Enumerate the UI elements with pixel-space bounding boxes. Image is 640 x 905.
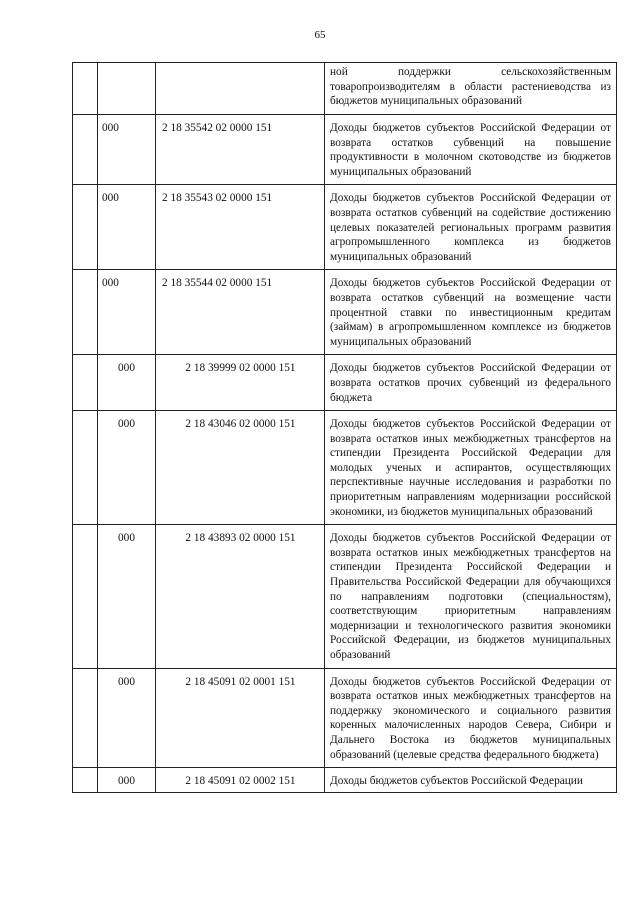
table-row [73, 185, 617, 270]
admin-code-cell: 000 [98, 355, 156, 411]
admin-code-cell: 000 [98, 411, 156, 525]
table-row [73, 525, 617, 668]
admin-code-cell: 000 [98, 768, 156, 793]
table-row [73, 270, 617, 355]
blank-cell [73, 668, 98, 768]
admin-code-cell: 000 [98, 270, 156, 355]
budget-code-cell: 2 18 43046 02 0000 151 [156, 411, 325, 525]
description-cell: Доходы бюджетов субъектов Российской Федерации от возврата остатков иных межбюджетных трансфертов на поддержку экономического и социального развития коренных малочисленных народов Севера, Сибири и Дальнего Востока из бюджетов муниципальных образований (целевые средства федерального бюджета) [325, 668, 617, 768]
admin-code-cell [98, 63, 156, 115]
table-row [73, 115, 617, 185]
budget-code-cell: 2 18 35544 02 0000 151 [156, 270, 325, 355]
budget-code-cell: 2 18 43893 02 0000 151 [156, 525, 325, 668]
description-cell: Доходы бюджетов субъектов Российской Федерации от возврата остатков субвенций на повышение продуктивности в молочном скотоводстве из бюджетов муниципальных образований [325, 115, 617, 185]
budget-classification-table [72, 62, 617, 793]
budget-code-cell: 2 18 35542 02 0000 151 [156, 115, 325, 185]
description-cell: Доходы бюджетов субъектов Российской Федерации от возврата остатков субвенций на содействие достижению целевых показателей региональных программ развития агропромышленного комплекса из бюджетов муниципальных образований [325, 185, 617, 270]
table-row [73, 411, 617, 525]
page-number: 65 [314, 29, 326, 41]
admin-code-cell: 000 [98, 525, 156, 668]
description-cell: Доходы бюджетов субъектов Российской Федерации [325, 768, 617, 793]
budget-code-cell [156, 63, 325, 115]
description-cell: ной поддержки сельскохозяйственным товаропроизводителям в области растениеводства из бюджетов муниципальных образований [325, 63, 617, 115]
budget-code-cell: 2 18 35543 02 0000 151 [156, 185, 325, 270]
blank-cell [73, 525, 98, 668]
table-row [73, 63, 617, 115]
blank-cell [73, 270, 98, 355]
blank-cell [73, 355, 98, 411]
table-row [73, 355, 617, 411]
table-row [73, 768, 617, 793]
blank-cell [73, 63, 98, 115]
description-cell: Доходы бюджетов субъектов Российской Федерации от возврата остатков субвенций на возмещение части процентной ставки по инвестиционным кредитам (займам) в агропромышленном комплексе из бюджетов муниципальных образований [325, 270, 617, 355]
table-row [73, 668, 617, 768]
admin-code-cell: 000 [98, 668, 156, 768]
blank-cell [73, 115, 98, 185]
budget-code-cell: 2 18 45091 02 0002 151 [156, 768, 325, 793]
budget-code-cell: 2 18 45091 02 0001 151 [156, 668, 325, 768]
admin-code-cell: 000 [98, 115, 156, 185]
description-cell: Доходы бюджетов субъектов Российской Федерации от возврата остатков иных межбюджетных трансфертов на стипендии Президента Российской Федерации для молодых ученых и аспирантов, осуществляющих перспективные научные исследования и разработки по приоритетным направлениям модернизации российской экономики, из бюджетов муниципальных образований [325, 411, 617, 525]
admin-code-cell: 000 [98, 185, 156, 270]
budget-code-cell: 2 18 39999 02 0000 151 [156, 355, 325, 411]
blank-cell [73, 185, 98, 270]
description-cell: Доходы бюджетов субъектов Российской Федерации от возврата остатков прочих субвенций из федерального бюджета [325, 355, 617, 411]
blank-cell [73, 768, 98, 793]
description-cell: Доходы бюджетов субъектов Российской Федерации от возврата остатков иных межбюджетных трансфертов на стипендии Президента Российской Федерации и Правительства Российской Федерации для обучающихся по направлениям подготовки (специальностям), соответствующим приоритетным направлениям модернизации и технологического развития экономики Российской Федерации, из бюджетов муниципальных образований [325, 525, 617, 668]
blank-cell [73, 411, 98, 525]
